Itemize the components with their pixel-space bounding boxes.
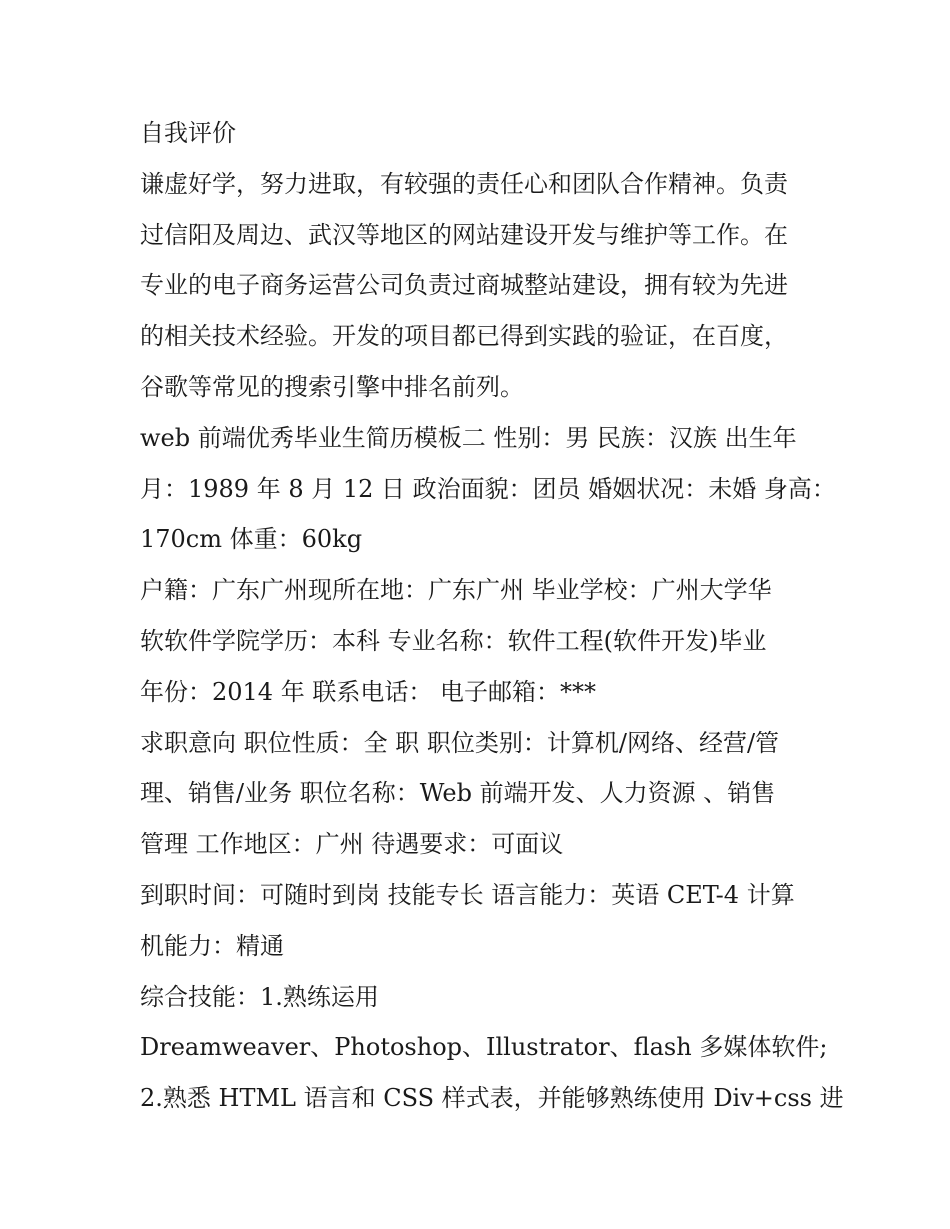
text-line: 户籍：广东广州现所在地：广东广州 毕业学校：广州大学华 (140, 576, 772, 605)
text-line: 理、销售/业务 职位名称：Web 前端开发、人力资源 、销售 (140, 779, 776, 808)
document-body (140, 108, 844, 1124)
text-line: 170cm 体重：60kg (140, 525, 363, 554)
text-line: 年份：2014 年 联系电话： 电子邮箱：*** (140, 677, 596, 706)
section-heading-self-evaluation: 自我评价 (140, 119, 236, 147)
text-line: 软软件学院学历：本科 专业名称：软件工程(软件开发)毕业 (140, 626, 767, 655)
text-line: 2.熟悉 HTML 语言和 CSS 样式表，并能够熟练使用 Div+css 进 (140, 1084, 844, 1113)
text-line: 的相关技术经验。开发的项目都已得到实践的验证，在百度， (140, 322, 788, 351)
text-line: 专业的电子商务运营公司负责过商城整站建设，拥有较为先进 (140, 271, 788, 300)
text-line: 月：1989 年 8 月 12 日 政治面貌：团员 婚姻状况：未婚 身高： (140, 474, 836, 503)
text-line: 机能力：精通 (140, 931, 284, 960)
text-line: 谦虚好学，努力进取，有较强的责任心和团队合作精神。负责 (140, 169, 788, 198)
text-line: 综合技能：1.熟练运用 (140, 982, 379, 1011)
text-line: web 前端优秀毕业生简历模板二 性别：男 民族：汉族 出生年 (140, 423, 797, 452)
text-line: 求职意向 职位性质：全 职 职位类别：计算机/网络、经营/管 (140, 728, 780, 757)
text-line: 到职时间：可随时到岗 技能专长 语言能力：英语 CET-4 计算 (140, 880, 795, 909)
text-line: 过信阳及周边、武汉等地区的网站建设开发与维护等工作。在 (140, 220, 788, 249)
text-line: 谷歌等常见的搜索引擎中排名前列。 (140, 372, 524, 401)
text-line: Dreamweaver、Photoshop、Illustrator、flash 多媒体软件; (140, 1033, 828, 1062)
text-line: 管理 工作地区：广州 待遇要求：可面议 (140, 830, 564, 859)
